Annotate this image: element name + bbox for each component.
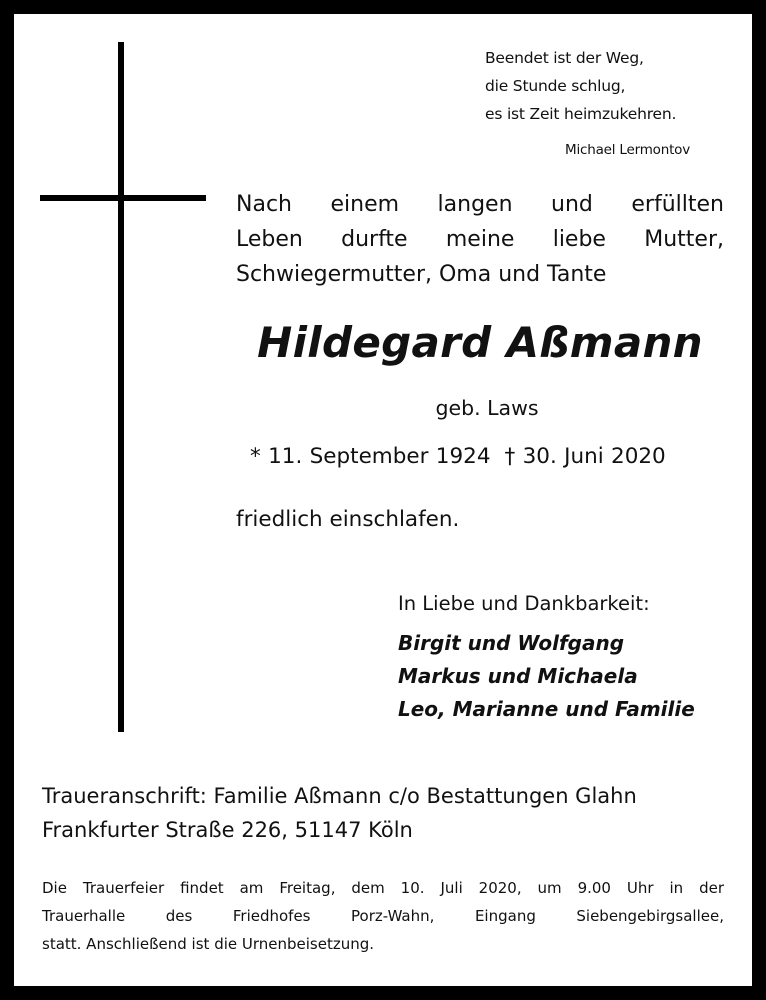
cross-horizontal-beam — [40, 195, 206, 201]
intro-line: Leben durfte meine liebe Mutter, — [236, 227, 724, 252]
intro-line: Nach einem langen und erfüllten — [236, 192, 724, 217]
deceased-name: Hildegard Aßmann — [257, 318, 703, 367]
funeral-line: statt. Anschließend ist die Urnenbeisetzung. — [42, 935, 375, 953]
mourners-heading: In Liebe und Dankbarkeit: — [398, 592, 650, 615]
poem-line: es ist Zeit heimzukehren. — [485, 105, 677, 123]
poem-line: die Stunde schlug, — [485, 77, 626, 95]
death-date: † 30. Juni 2020 — [504, 444, 666, 469]
cross-vertical-beam — [118, 42, 124, 732]
birth-date: * 11. September 1924 — [250, 444, 491, 469]
funeral-line: Trauerhalle des Friedhofes Porz-Wahn, Eingang Siebengebirgsallee, — [42, 907, 724, 925]
intro-line: Schwiegermutter, Oma und Tante — [236, 262, 607, 287]
intro-text — [236, 187, 724, 292]
funeral-notice — [42, 874, 724, 958]
closing-text: friedlich einschlafen. — [236, 507, 460, 532]
address-line: Frankfurter Straße 226, 51147 Köln — [42, 818, 413, 842]
funeral-line: Die Trauerfeier findet am Freitag, dem 10. Juli 2020, um 9.00 Uhr in der — [42, 879, 724, 897]
poem — [485, 44, 735, 158]
address-line: Traueranschrift: Familie Aßmann c/o Bestattungen Glahn — [42, 784, 637, 808]
mourner-name: Markus und Michaela — [398, 664, 638, 688]
mourner-name: Leo, Marianne und Familie — [398, 697, 695, 721]
life-dates — [250, 444, 666, 469]
mourning-address — [42, 779, 637, 847]
maiden-name: geb. Laws — [435, 396, 539, 420]
mourner-name: Birgit und Wolfgang — [398, 631, 625, 655]
mourners-list — [398, 627, 695, 726]
poem-author: Michael Lermontov — [565, 142, 691, 158]
poem-line: Beendet ist der Weg, — [485, 49, 644, 67]
